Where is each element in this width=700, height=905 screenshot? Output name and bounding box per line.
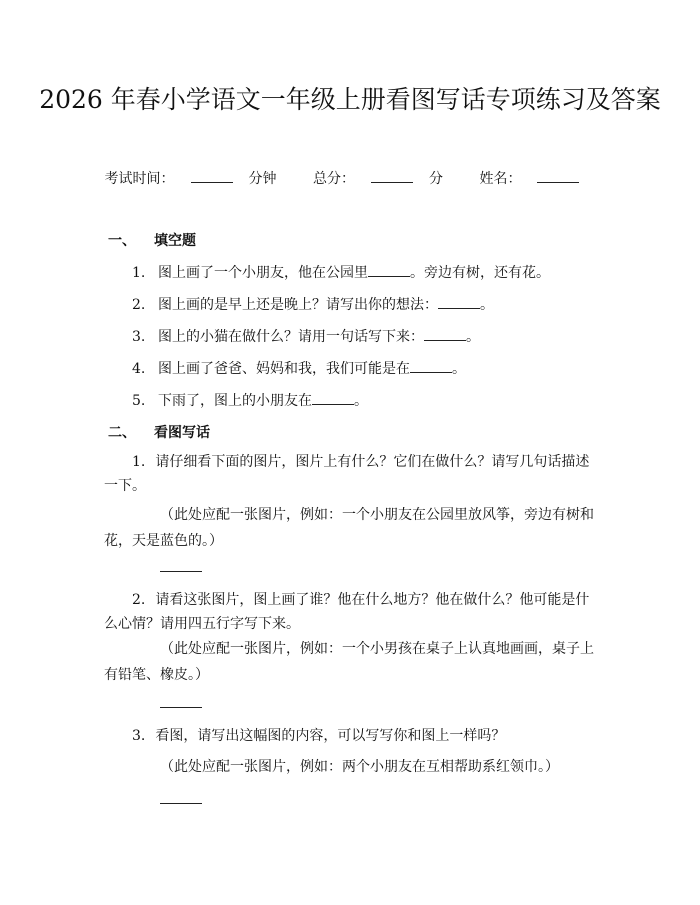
question-text: 图上的小猫在做什么？请用一句话写下来： <box>158 329 424 345</box>
fill-question-5 <box>132 390 368 410</box>
fill-question-4 <box>132 358 466 378</box>
writing-question-2 <box>104 588 600 636</box>
question-number: 3. <box>132 329 146 345</box>
name-label: 姓名： <box>479 171 522 187</box>
image-note-3: （此处应配一张图片，例如：两个小朋友在互相帮助系红领巾。） <box>160 759 559 775</box>
fill-question-1 <box>132 262 550 282</box>
answer-blank[interactable] <box>368 264 410 277</box>
answer-blank[interactable] <box>424 328 466 341</box>
question-number: 1. <box>132 265 146 281</box>
question-text: 请看这张图片，图上画了谁？他在什么地方？他在做什么？他可能是什么心情？请用四五行字写下来。 <box>104 592 590 632</box>
question-number: 3. <box>132 728 146 744</box>
question-text-end: 。 <box>452 361 466 377</box>
question-text: 请仔细看下面的图片，图片上有什么？它们在做什么？请写几句话描述一下。 <box>104 454 590 494</box>
section-2-heading <box>108 422 210 442</box>
score-unit: 分 <box>429 171 443 187</box>
answer-line-1[interactable] <box>160 570 202 572</box>
question-text-end: 。 <box>354 393 368 409</box>
answer-blank[interactable] <box>312 392 354 405</box>
name-blank[interactable] <box>537 170 579 183</box>
score-label: 总分： <box>313 171 355 187</box>
question-number: 1. <box>132 454 146 470</box>
question-text-end: 。 <box>466 329 480 345</box>
writing-question-3 <box>104 724 600 748</box>
fill-question-2 <box>132 294 494 314</box>
question-number: 2. <box>132 297 146 313</box>
answer-blank[interactable] <box>438 296 480 309</box>
question-text: 图上画了爸爸、妈妈和我，我们可能是在 <box>158 361 410 377</box>
section-1-title: 填空题 <box>154 233 196 249</box>
exam-meta <box>0 168 700 188</box>
answer-line-3[interactable] <box>160 802 202 804</box>
section-2-title: 看图写话 <box>154 425 210 441</box>
question-text-end: 。旁边有树，还有花。 <box>410 265 550 281</box>
time-blank[interactable] <box>191 170 233 183</box>
time-field <box>105 171 277 187</box>
question-text: 看图，请写出这幅图的内容，可以写写你和图上一样吗？ <box>155 728 506 744</box>
question-number: 4. <box>132 361 146 377</box>
name-field <box>479 171 595 187</box>
image-note-2: （此处应配一张图片，例如：一个小男孩在桌子上认真地画画，桌子上有铅笔、橡皮。） <box>104 641 594 683</box>
question-text: 下雨了，图上的小朋友在 <box>158 393 312 409</box>
fill-question-3 <box>132 326 480 346</box>
section-2-number: 二、 <box>108 425 136 441</box>
question-number: 5. <box>132 393 146 409</box>
section-1-number: 一、 <box>108 233 136 249</box>
page-title: 2026 年春小学语文一年级上册看图写话专项练习及答案 <box>39 85 661 114</box>
writing-question-1 <box>104 450 600 498</box>
question-number: 2. <box>132 592 146 608</box>
section-1-heading <box>108 230 196 250</box>
time-unit: 分钟 <box>248 171 277 187</box>
time-label: 考试时间： <box>104 171 175 187</box>
answer-line-2[interactable] <box>160 706 202 708</box>
question-text: 图上画了一个小朋友，他在公园里 <box>158 265 368 281</box>
score-field <box>313 171 443 187</box>
question-text-end: 。 <box>480 297 494 313</box>
answer-blank[interactable] <box>410 360 452 373</box>
question-text: 图上画的是早上还是晚上？请写出你的想法： <box>158 297 438 313</box>
score-blank[interactable] <box>371 170 413 183</box>
image-note-1: （此处应配一张图片，例如：一个小朋友在公园里放风筝，旁边有树和花，天是蓝色的。） <box>104 507 594 549</box>
